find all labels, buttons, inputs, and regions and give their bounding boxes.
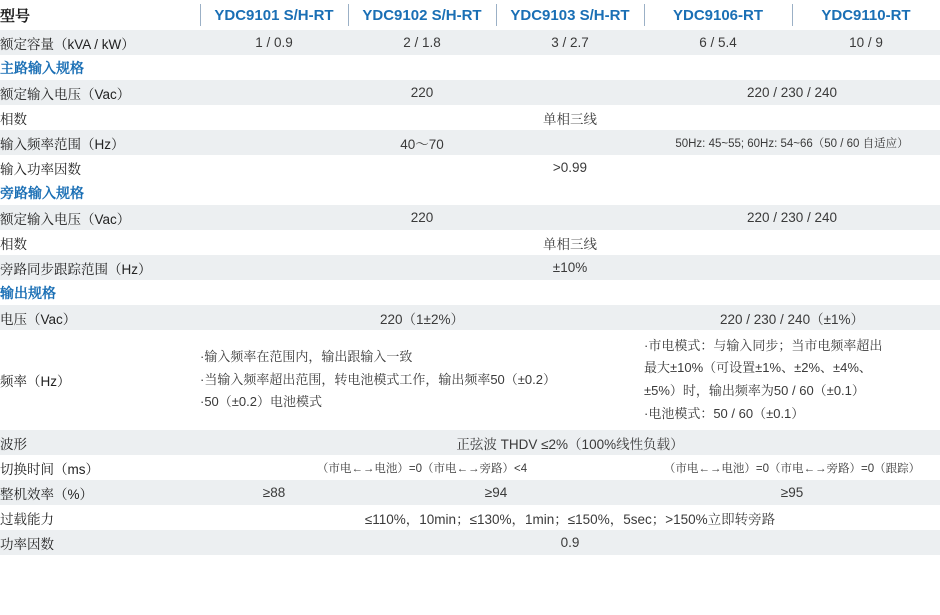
row-value: 220 <box>200 80 644 105</box>
row-value: 220 / 230 / 240（±1%） <box>644 305 940 330</box>
section-row <box>0 55 940 80</box>
row-value: >0.99 <box>200 155 940 180</box>
table-row <box>0 455 940 480</box>
table-row <box>0 105 940 130</box>
table-row-frequency <box>0 330 940 430</box>
row-value: 50Hz: 45~55; 60Hz: 54~66（50 / 60 自适应） <box>644 130 940 155</box>
row-value: ≥95 <box>644 480 940 505</box>
row-label: 相数 <box>0 105 200 130</box>
frequency-left-block <box>200 330 644 430</box>
section-row <box>0 280 940 305</box>
row-value: ±10% <box>200 255 940 280</box>
table-row <box>0 255 940 280</box>
header-model-1: YDC9101 S/H-RT <box>200 0 348 30</box>
row-value: 2 / 1.8 <box>348 30 496 55</box>
header-model-2: YDC9102 S/H-RT <box>348 0 496 30</box>
table-row <box>0 505 940 530</box>
row-label: 额定输入电压（Vac） <box>0 80 200 105</box>
frequency-right-block <box>644 330 940 430</box>
row-value: （市电←→电池）=0（市电←→旁路）=0（跟踪） <box>644 455 940 480</box>
row-value: 220 <box>200 205 644 230</box>
row-value: 单相三线 <box>200 105 940 130</box>
table-row <box>0 480 940 505</box>
row-value: 6 / 5.4 <box>644 30 792 55</box>
header-model-3: YDC9103 S/H-RT <box>496 0 644 30</box>
table-row <box>0 130 940 155</box>
table-row <box>0 205 940 230</box>
table-row <box>0 230 940 255</box>
section-title: 主路输入规格 <box>0 55 940 80</box>
row-value: 0.9 <box>200 530 940 555</box>
row-value: 单相三线 <box>200 230 940 255</box>
row-value: 正弦波 THDV ≤2%（100%线性负载） <box>200 430 940 455</box>
row-label: 电压（Vac） <box>0 305 200 330</box>
row-value: 3 / 2.7 <box>496 30 644 55</box>
row-value: ≥94 <box>348 480 644 505</box>
header-model-4: YDC9106-RT <box>644 0 792 30</box>
table-header-row <box>0 0 940 30</box>
row-label: 功率因数 <box>0 530 200 555</box>
row-label: 额定容量（kVA / kW） <box>0 30 200 55</box>
table-row <box>0 430 940 455</box>
row-label: 旁路同步跟踪范围（Hz） <box>0 255 200 280</box>
row-label: 输入频率范围（Hz） <box>0 130 200 155</box>
row-label: 频率（Hz） <box>0 330 200 430</box>
table-row <box>0 80 940 105</box>
section-row <box>0 180 940 205</box>
row-label: 额定输入电压（Vac） <box>0 205 200 230</box>
row-value: ≥88 <box>200 480 348 505</box>
row-label: 过载能力 <box>0 505 200 530</box>
row-value: 220（1±2%） <box>200 305 644 330</box>
frequency-right-line: 最大±10%（可设置±1%、±2%、±4%、 <box>644 360 872 376</box>
frequency-right-line: ·市电模式：与输入同步；当市电频率超出 <box>644 337 883 353</box>
section-title: 旁路输入规格 <box>0 180 940 205</box>
header-label: 型号 <box>0 7 31 25</box>
row-label: 相数 <box>0 230 200 255</box>
frequency-left-line: ·输入频率在范围内，输出跟输入一致 <box>200 348 413 364</box>
row-value: 40～70 <box>200 130 644 155</box>
row-label: 整机效率（%） <box>0 480 200 505</box>
row-value: 1 / 0.9 <box>200 30 348 55</box>
row-label: 波形 <box>0 430 200 455</box>
header-model-5: YDC9110-RT <box>792 0 940 30</box>
table-row <box>0 30 940 55</box>
frequency-right-line: ±5%）时，输出频率为50 / 60（±0.1） <box>644 383 865 398</box>
row-value: （市电←→电池）=0（市电←→旁路）<4 <box>200 455 644 480</box>
row-value: ≤110%，10min；≤130%，1min；≤150%，5sec；>150%立即转旁路 <box>200 505 940 530</box>
row-value: 10 / 9 <box>792 30 940 55</box>
frequency-left-line: ·50（±0.2）电池模式 <box>200 394 322 410</box>
table-row <box>0 155 940 180</box>
frequency-left-line: ·当输入频率超出范围，转电池模式工作，输出频率50（±0.2） <box>200 371 556 387</box>
table-row <box>0 305 940 330</box>
section-title: 输出规格 <box>0 280 940 305</box>
frequency-right-line: ·电池模式：50 / 60（±0.1） <box>644 405 805 421</box>
table-row <box>0 530 940 555</box>
row-label: 切换时间（ms） <box>0 455 200 480</box>
row-value: 220 / 230 / 240 <box>644 80 940 105</box>
row-label: 输入功率因数 <box>0 155 200 180</box>
row-value: 220 / 230 / 240 <box>644 205 940 230</box>
